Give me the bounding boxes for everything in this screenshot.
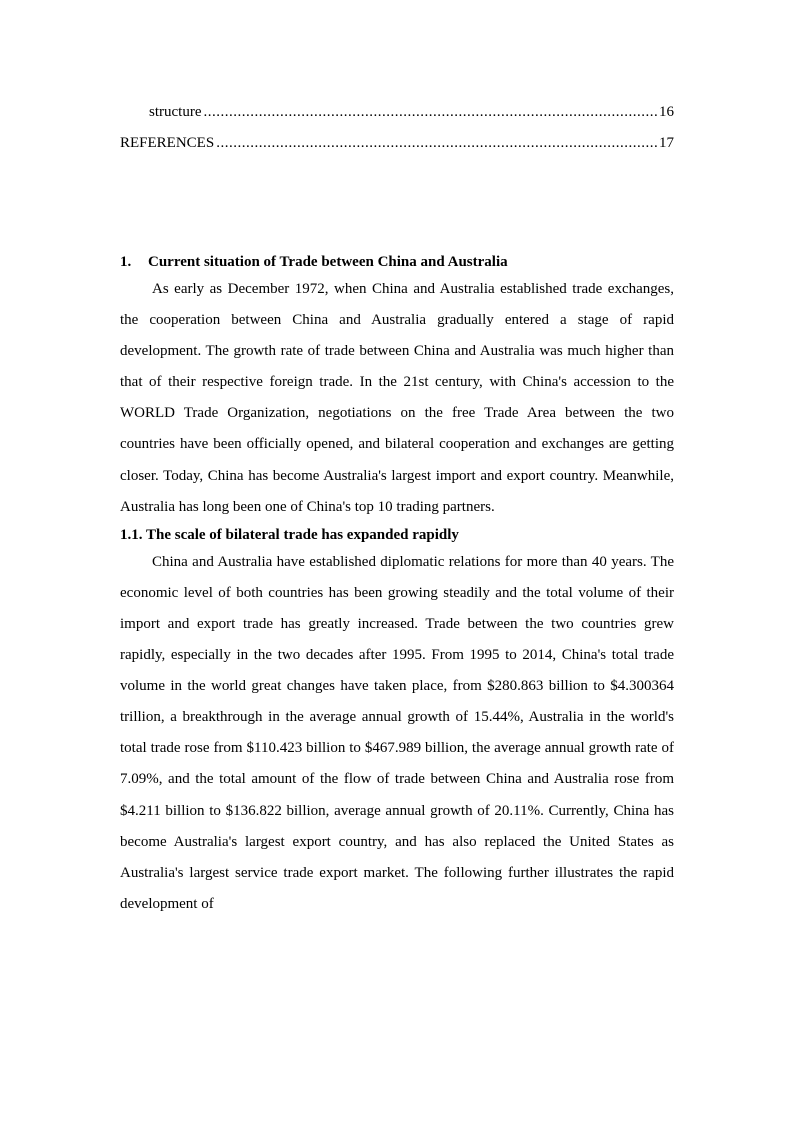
section-paragraph: As early as December 1972, when China and Australia established trade exchanges, the cooperation between China and Australia gradually entered a stage of rapid development. The growth rate of trade between China and Australia was much higher than that of their respective foreign trade. In the 21st century, with China's accession to the WORLD Trade Organization, negotiations on the free Trade Area between the two countries have been officially opened, and bilateral cooperation and exchanges are getting closer. Today, China has become Australia's largest import and export country. Meanwhile, Australia has long been one of China's top 10 trading partners. xyxy=(120,281,674,515)
subsection-heading: 1.1. The scale of bilateral trade has expanded rapidly xyxy=(120,526,459,543)
toc-entry-references[interactable] xyxy=(120,132,674,163)
toc-entry-label: structure xyxy=(149,104,202,120)
table-of-contents xyxy=(120,101,674,163)
subsection-paragraph: China and Australia have established diplomatic relations for more than 40 years. The economic level of both countries has been growing steadily and the total volume of their import and export trade has greatly increased. Trade between the two countries grew rapidly, especially in the two decades after 1995. From 1995 to 2014, China's total trade volume in the world great changes have taken place, from $280.863 billion to $4.300364 trillion, a breakthrough in the average annual growth of 15.44%, Australia in the world's total trade rose from $110.423 billion to $467.989 billion, the average annual growth rate of 7.09%, and the total amount of the flow of trade between China and Australia rose from $4.211 billion to $136.822 billion, average annual growth of 20.11%. Currently, China has become Australia's largest export country, and has also replaced the United States as Australia's largest service trade export market. The following further illustrates the rapid development of xyxy=(120,553,674,912)
toc-entry-structure[interactable] xyxy=(120,101,674,132)
toc-entry-page-number: 16 xyxy=(659,104,674,120)
toc-dot-leader xyxy=(216,132,657,154)
section-number: 1. xyxy=(120,254,132,270)
main-content xyxy=(120,250,674,920)
section-title: Current situation of Trade between China and Australia xyxy=(148,254,508,270)
toc-entry-page-number: 17 xyxy=(659,135,674,151)
section-heading xyxy=(120,250,674,274)
toc-entry-label: REFERENCES xyxy=(120,135,215,151)
toc-dot-leader xyxy=(203,101,657,123)
